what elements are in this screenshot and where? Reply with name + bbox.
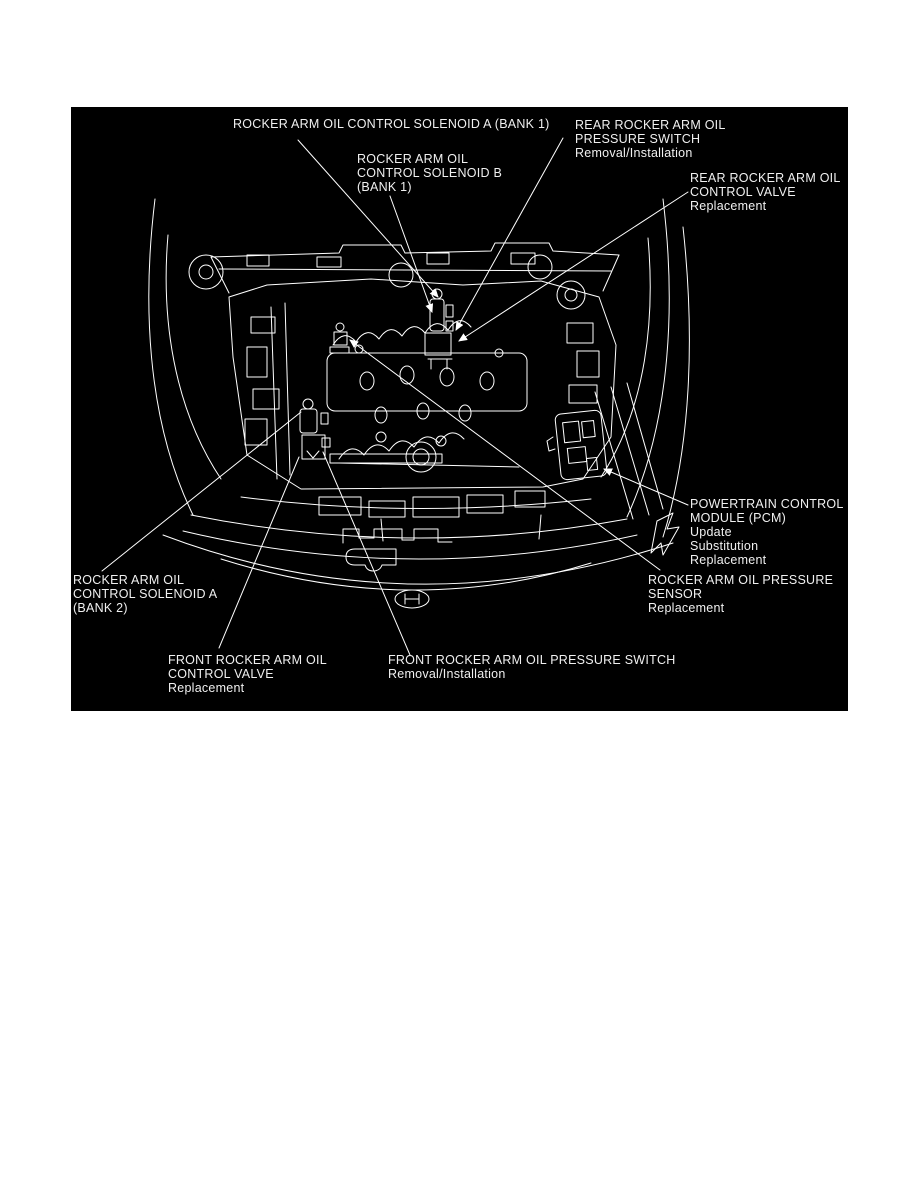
label-line: Substitution (690, 539, 759, 553)
label-line: Replacement (168, 681, 245, 695)
leader-solenoid-a-bank2 (102, 412, 301, 571)
cowl-detail (317, 257, 341, 267)
grille-vertical (539, 515, 541, 539)
engine-left-edge (285, 303, 290, 475)
label-rocker-arm-oil-control-solenoid-a-bank-2 (73, 573, 217, 615)
label-line: MODULE (PCM) (690, 511, 787, 525)
cowl-top-line (211, 243, 619, 257)
inner-fender-diagonal (611, 387, 649, 515)
front-solenoid-assembly (300, 399, 330, 459)
label-line: ROCKER ARM OIL PRESSURE (648, 573, 834, 587)
strut-tower-left-inner (199, 265, 213, 279)
engine-detail (467, 495, 503, 513)
left-fender-line (149, 199, 193, 515)
runner-port (400, 366, 414, 384)
label-rear-rocker-arm-oil-pressure-switch (575, 118, 726, 160)
label-front-rocker-arm-oil-pressure-switch (388, 653, 676, 681)
engine-detail (569, 385, 597, 403)
engine-circle-detail (528, 255, 552, 279)
label-line: REAR ROCKER ARM OIL (575, 118, 726, 132)
label-line: (BANK 1) (357, 180, 412, 194)
leader-front-control-valve (219, 457, 299, 648)
intake-plenum (327, 353, 527, 411)
engine-detail (247, 347, 267, 377)
bumper-line (183, 531, 637, 559)
right-fender-outer-line (663, 227, 689, 537)
runner-port (459, 405, 471, 421)
pcm-bracket (547, 437, 555, 451)
label-line: CONTROL VALVE (168, 667, 274, 681)
label-rocker-arm-oil-pressure-sensor (648, 573, 833, 615)
engine-detail (245, 419, 267, 445)
label-line: ROCKER ARM OIL (357, 152, 469, 166)
label-line: CONTROL SOLENOID A (73, 587, 218, 601)
engine-bay-diagram (71, 107, 848, 711)
label-line: PRESSURE SWITCH (575, 132, 701, 146)
engine-circle-detail (389, 263, 413, 287)
leader-front-pressure-switch (323, 452, 410, 655)
label-powertrain-control-module-pcm (690, 497, 844, 567)
engine-detail (413, 497, 459, 517)
bumper-end-zigzag (651, 513, 679, 555)
label-rear-rocker-arm-oil-control-valve (690, 171, 841, 213)
bolt-detail (376, 432, 386, 442)
inner-fender-diagonal (627, 383, 663, 509)
label-line: ROCKER ARM OIL (73, 573, 185, 587)
engine-detail (253, 389, 279, 409)
throttle-body (406, 442, 436, 472)
bumper-line (191, 515, 627, 538)
cowl-detail (427, 253, 449, 264)
cowl-side-drop (603, 255, 619, 291)
bumper-inner-line (221, 559, 591, 590)
honda-logo (395, 590, 429, 608)
leader-solenoid-b-bank1 (390, 196, 432, 312)
runner-port (375, 407, 387, 423)
strut-tower-left (189, 255, 223, 289)
label-line: (BANK 2) (73, 601, 128, 615)
engine-bar (330, 454, 442, 463)
label-line: Removal/Installation (388, 667, 506, 681)
label-line: ROCKER ARM OIL CONTROL SOLENOID A (BANK 1) (233, 117, 550, 131)
engine-detail (577, 351, 599, 377)
label-line: FRONT ROCKER ARM OIL (168, 653, 327, 667)
label-front-rocker-arm-oil-control-valve (168, 653, 327, 695)
strut-tower-right (557, 281, 585, 309)
cowl-detail (247, 255, 269, 266)
label-line: Replacement (690, 199, 767, 213)
right-fender-line (627, 199, 669, 517)
label-line: REAR ROCKER ARM OIL (690, 171, 841, 185)
hood-latch-shape (346, 549, 396, 571)
engine-detail (567, 323, 593, 343)
inner-fender-diagonal (595, 392, 633, 519)
label-line: SENSOR (648, 587, 703, 601)
label-line: Replacement (690, 553, 767, 567)
label-line: POWERTRAIN CONTROL (690, 497, 844, 511)
runner-port (440, 368, 454, 386)
label-line: Removal/Installation (575, 146, 693, 160)
engine-detail (369, 501, 405, 517)
label-line: Update (690, 525, 732, 539)
plenum-band (339, 463, 519, 467)
plenum-scallops-bottom (339, 433, 464, 459)
label-line: CONTROL VALVE (690, 185, 796, 199)
label-line: FRONT ROCKER ARM OIL PRESSURE SWITCH (388, 653, 676, 667)
label-rocker-arm-oil-control-solenoid-a-bank-1 (233, 117, 550, 131)
leader-rear-control-valve (459, 192, 688, 341)
label-line: Replacement (648, 601, 725, 615)
pcm-module (555, 410, 608, 480)
runner-port (480, 372, 494, 390)
label-line: CONTROL SOLENOID B (357, 166, 503, 180)
label-rocker-arm-oil-control-solenoid-b-bank-1 (357, 152, 502, 194)
runner-port (360, 372, 374, 390)
